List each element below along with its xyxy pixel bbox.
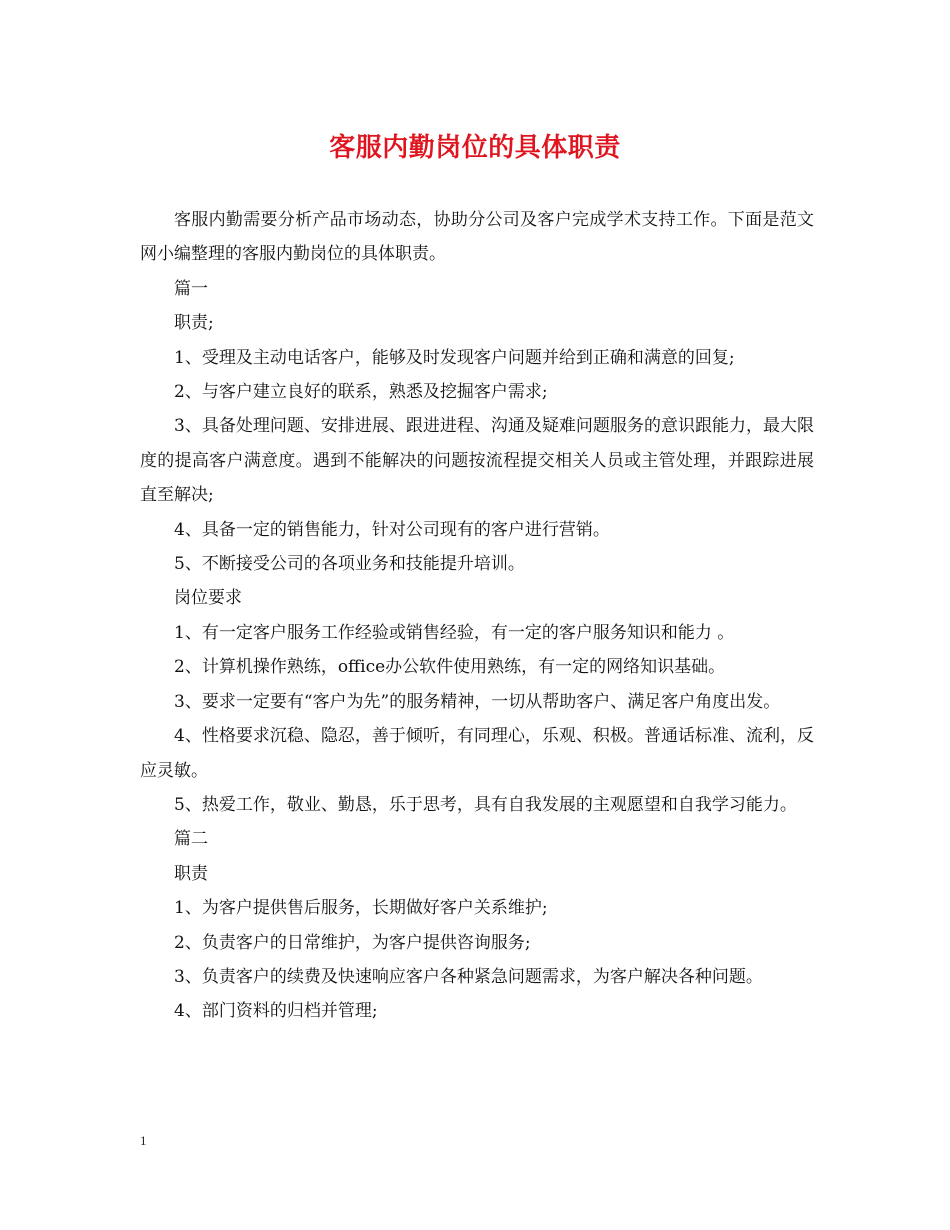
subheading-duties: 职责 [174, 863, 208, 884]
requirement-item: 5、热爱工作，敬业、勤恳，乐于思考，具有自我发展的主观愿望和自我学习能力。 [174, 794, 797, 815]
paragraph-intro: 客服内勤需要分析产品市场动态，协助分公司及客户完成学术支持工作。下面是范文网小编整理的客服内勤岗位的具体职责。 [140, 210, 814, 265]
duty-item: 1、为客户提供售后服务，长期做好客户关系维护; [174, 898, 548, 919]
duty-item: 2、与客户建立良好的联系，熟悉及挖掘客户需求; [174, 382, 548, 403]
duty-item: 4、部门资料的归档并管理; [174, 1001, 378, 1022]
requirement-item: 4、性格要求沉稳、隐忍，善于倾听，有同理心，乐观、积极。普通话标准、流利，反应灵敏。 [140, 726, 814, 781]
page-number: 1 [140, 1133, 147, 1148]
section-heading-part-two: 篇二 [174, 829, 208, 850]
requirement-item: 1、有一定客户服务工作经验或销售经验，有一定的客户服务知识和能力 。 [174, 622, 735, 643]
subheading-requirements: 岗位要求 [174, 588, 242, 609]
duty-item: 3、负责客户的续费及快速响应客户各种紧急问题需求，为客户解决各种问题。 [174, 966, 763, 987]
duty-item: 2、负责客户的日常维护，为客户提供咨询服务; [174, 932, 531, 953]
requirement-item: 3、要求一定要有“客户为先”的服务精神，一切从帮助客户、满足客户角度出发。 [174, 691, 781, 712]
section-heading-part-one: 篇一 [174, 278, 208, 299]
duty-item: 3、具备处理问题、安排进展、跟进进程、沟通及疑难问题服务的意识跟能力，最大限度的提高客户满意度。遇到不能解决的问题按流程提交相关人员或主管处理，并跟踪进展直至解决; [140, 416, 814, 506]
duty-item: 5、不断接受公司的各项业务和技能提升培训。 [174, 554, 525, 575]
requirement-item: 2、计算机操作熟练，office办公软件使用熟练，有一定的网络知识基础。 [174, 657, 726, 678]
document-body [140, 203, 814, 1029]
subheading-duties: 职责; [174, 313, 214, 334]
duty-item: 4、具备一定的销售能力，针对公司现有的客户进行营销。 [174, 519, 610, 540]
duty-item: 1、受理及主动电话客户，能够及时发现客户问题并给到正确和满意的回复; [174, 347, 735, 368]
document-title: 客服内勤岗位的具体职责 [329, 133, 621, 163]
